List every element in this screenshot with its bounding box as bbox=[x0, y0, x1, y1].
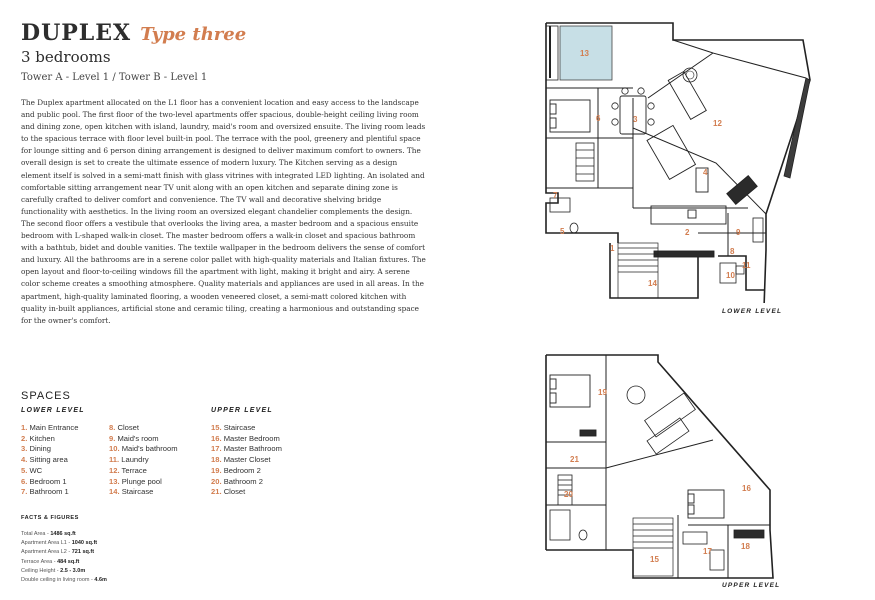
room-number: 2 bbox=[685, 228, 690, 237]
legend-number: 11. bbox=[109, 455, 120, 465]
room-number: 5 bbox=[560, 227, 565, 236]
upper-level-heading: UPPER LEVEL bbox=[211, 407, 273, 414]
room-number: 18 bbox=[741, 542, 750, 551]
legend-number: 15. bbox=[211, 423, 222, 432]
legend-item bbox=[109, 466, 178, 477]
facts-title: FACTS & FIGURES bbox=[21, 515, 79, 521]
legend-number: 16. bbox=[211, 433, 222, 443]
legend-item bbox=[109, 434, 178, 445]
room-number: 9 bbox=[736, 228, 741, 237]
bedroom-count: 3 bedrooms bbox=[21, 48, 111, 66]
apartment-type: Type three bbox=[140, 24, 247, 45]
legend-label: WC bbox=[29, 465, 43, 475]
legend-item bbox=[21, 477, 78, 488]
fact-value: 484 sq.ft bbox=[57, 558, 80, 565]
room-number: 1 bbox=[610, 244, 615, 253]
fact-value: 721 sq.ft bbox=[71, 549, 95, 556]
legend-item bbox=[211, 455, 282, 466]
legend-item bbox=[211, 434, 282, 445]
fact-value: 4.6m bbox=[94, 577, 107, 584]
room-number: 6 bbox=[596, 114, 601, 123]
legend-item bbox=[211, 444, 282, 455]
room-number: 12 bbox=[713, 119, 722, 128]
lower-level-heading: LOWER LEVEL bbox=[21, 407, 85, 414]
legend-label: Maid's room bbox=[117, 433, 159, 443]
legend-number: 19. bbox=[211, 465, 222, 475]
legend-label: Bathroom 2 bbox=[223, 476, 263, 486]
fact-value: 2.5 - 3.0m bbox=[60, 567, 86, 574]
legend-item bbox=[21, 444, 78, 455]
fact-item bbox=[21, 558, 107, 567]
description-paragraph: The Duplex apartment allocated on the L1 floor has a convenient location and easy access to the landscape and public pool. The first floor of the two-level apartments offer spacious, double-height ceiling living room and dining zone, open kitchen with island, laundry, maid's room and oversized ensuite. The living room leads to the spacious terrace with floor level built-in pool. The terrace with the pool, greenery and plentiful space for lounge sitting and 6 person dining arrangement is designed to deliver maximum comfort to owners. The overall design is set to create the ultimate essence of modern luxury. The Kitchen serving as a design element itself is solved in a semi-matt finish with glass vitrines with integrated LED lighting. An isolated and comfortable sitting arrangement near TV unit along with an open kitchen and separate dining zone is carefully crafted to deliver comfort and convenience. The TV wall and decorative shelving bridge functionality with aesthetics. In the living room an oversized elegant chandelier complements the design. The second floor offers a vestibule that overlooks the living area, a master bedroom and a spacious ensuite bedroom with L-shaped walk-in closet. The master bedroom offers a walk-in closet and spacious bathroom with a bathtub, bidet and double vanities. The textile wallpaper in the bedroom delivers the sense of comfort and luxury. All the bathrooms are in a serene color pallet with high-quality materials and Italian fixtures. The open layout and floor-to-ceiling windows fill the apartment with light, making it bright and airy. A serene color scheme creates a smoothing atmosphere. Quality materials and appliances are used in all areas. In the apartment, high-quality laminated flooring, a wooden veneered closet, a semi-matt colored kitchen with quality in-built appliances, artificial stone and ceramic tiling, creating a harmonious and outstanding space for the owner's comfort. bbox=[21, 98, 426, 325]
legend-label: Master Bathroom bbox=[223, 444, 282, 454]
legend-number: 8. bbox=[109, 423, 116, 432]
legend-number: 10. bbox=[109, 444, 120, 454]
legend-number: 12. bbox=[109, 465, 120, 475]
room-number: 20 bbox=[564, 490, 573, 499]
legend-number: 14. bbox=[109, 487, 120, 497]
fact-item bbox=[21, 548, 107, 557]
facts-figures bbox=[21, 515, 107, 585]
room-number: 4 bbox=[703, 168, 708, 177]
fact-label: Apartment Area L2 - bbox=[21, 549, 72, 556]
legend-label: Closet bbox=[223, 487, 246, 497]
fact-value: 1040 sq.ft bbox=[71, 540, 98, 547]
lower-level-label: LOWER LEVEL bbox=[722, 308, 783, 315]
legend-label: Bedroom 1 bbox=[29, 476, 67, 486]
legend-label: Master Closet bbox=[223, 455, 271, 465]
legend-number: 13. bbox=[109, 476, 120, 486]
fact-item bbox=[21, 576, 107, 585]
room-number: 14 bbox=[648, 279, 657, 288]
facts-list bbox=[21, 530, 107, 585]
legend-item bbox=[211, 487, 282, 498]
legend-number: 5. bbox=[21, 465, 28, 475]
room-number: 16 bbox=[742, 484, 751, 493]
room-number: 11 bbox=[742, 261, 751, 270]
fact-item bbox=[21, 539, 107, 548]
legend-item bbox=[21, 434, 78, 445]
legend-number: 20. bbox=[211, 476, 222, 486]
legend-label: Kitchen bbox=[29, 433, 55, 443]
legend-label: Maid's bathroom bbox=[121, 444, 178, 454]
fact-label: Total Area - bbox=[21, 531, 51, 537]
legend-label: Sitting area bbox=[29, 455, 68, 465]
legend-label: Master Bedroom bbox=[223, 433, 280, 443]
legend-number: 2. bbox=[21, 433, 28, 443]
upper-level-label: UPPER LEVEL bbox=[722, 582, 781, 589]
legend-item bbox=[109, 444, 178, 455]
legend-number: 6. bbox=[21, 476, 28, 486]
legend-item bbox=[109, 477, 178, 488]
legend-label: Plunge pool bbox=[121, 476, 162, 486]
spaces-title: SPACES bbox=[21, 390, 71, 402]
legend-item bbox=[109, 423, 178, 434]
room-number: 10 bbox=[726, 271, 735, 280]
room-number: 15 bbox=[650, 555, 659, 564]
legend-item bbox=[21, 423, 78, 434]
legend-label: Dining bbox=[29, 444, 51, 454]
legend-label: Bathroom 1 bbox=[29, 487, 69, 497]
tower-levels: Tower A - Level 1 / Tower B - Level 1 bbox=[21, 72, 208, 83]
fact-label: Double ceiling in living room - bbox=[21, 577, 95, 584]
upper-level-list bbox=[211, 423, 282, 498]
spaces-legend bbox=[21, 390, 321, 497]
title-line bbox=[21, 22, 246, 44]
lower-level-list-2 bbox=[109, 423, 178, 498]
legend-number: 17. bbox=[211, 444, 222, 454]
fact-label: Terrace Area - bbox=[21, 558, 58, 565]
room-number: 7 bbox=[553, 191, 558, 200]
legend-item bbox=[109, 455, 178, 466]
fact-label: Apartment Area L1 - bbox=[21, 540, 72, 547]
legend-item bbox=[211, 423, 282, 434]
legend-label: Staircase bbox=[121, 487, 154, 497]
legend-item bbox=[109, 487, 178, 498]
legend-item bbox=[211, 477, 282, 488]
fact-item bbox=[21, 567, 107, 576]
legend-item bbox=[211, 466, 282, 477]
legend-number: 1. bbox=[21, 423, 28, 432]
legend-label: Terrace bbox=[121, 465, 147, 475]
legend-number: 4. bbox=[21, 455, 28, 465]
legend-number: 3. bbox=[21, 444, 28, 454]
legend-number: 9. bbox=[109, 433, 116, 443]
legend-item bbox=[21, 466, 78, 477]
room-number: 8 bbox=[730, 247, 735, 256]
legend-number: 18. bbox=[211, 455, 222, 465]
legend-label: Laundry bbox=[121, 455, 149, 465]
upper-level-floor-plan bbox=[538, 350, 788, 589]
room-number: 3 bbox=[633, 115, 638, 124]
legend-number: 7. bbox=[21, 487, 28, 497]
upper-level-plan-drawing bbox=[538, 350, 788, 582]
legend-label: Main Entrance bbox=[29, 423, 79, 432]
lower-level-floor-plan bbox=[538, 18, 838, 315]
lower-level-list-1 bbox=[21, 423, 78, 498]
legend-label: Staircase bbox=[223, 423, 256, 432]
room-number: 19 bbox=[598, 388, 607, 397]
legend-label: Closet bbox=[117, 423, 139, 432]
room-number: 17 bbox=[703, 547, 712, 556]
lower-level-plan-drawing bbox=[538, 18, 838, 303]
legend-number: 21. bbox=[211, 487, 222, 497]
room-number: 21 bbox=[570, 455, 579, 464]
legend-item bbox=[21, 455, 78, 466]
apartment-title: DUPLEX bbox=[21, 20, 132, 46]
legend-item bbox=[21, 487, 78, 498]
fact-label: Ceiling Height - bbox=[21, 567, 61, 574]
fact-value: 1486 sq.ft bbox=[50, 531, 76, 537]
room-number: 13 bbox=[580, 49, 589, 58]
fact-item bbox=[21, 530, 107, 539]
page-header bbox=[21, 22, 246, 83]
legend-label: Bedroom 2 bbox=[223, 465, 261, 475]
